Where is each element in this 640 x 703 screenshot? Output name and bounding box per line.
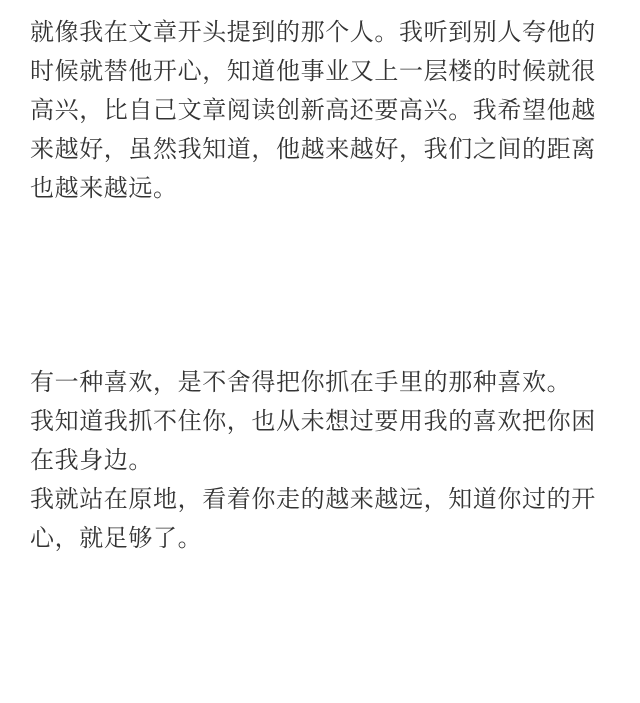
article-paragraph-second: 有一种喜欢，是不舍得把你抓在手里的那种喜欢。 xyxy=(30,368,572,396)
article-paragraph-third: 我知道我抓不住你，也从未想过要用我的喜欢把你困在我身边。 xyxy=(30,407,596,474)
article-paragraph-first: 就像我在文章开头提到的那个人。我听到别人夸他的时候就替他开心，知道他事业又上一层楼的时候就很高兴，比自己文章阅读创新高还要高兴。我希望他越来越好，虽然我知道，他越来越好，我们之间的距离也越来越远。 xyxy=(30,18,596,202)
article-block-second xyxy=(30,363,606,558)
article-paragraph-fourth: 我就站在原地，看着你走的越来越远，知道你过的开心，就足够了。 xyxy=(30,485,596,552)
